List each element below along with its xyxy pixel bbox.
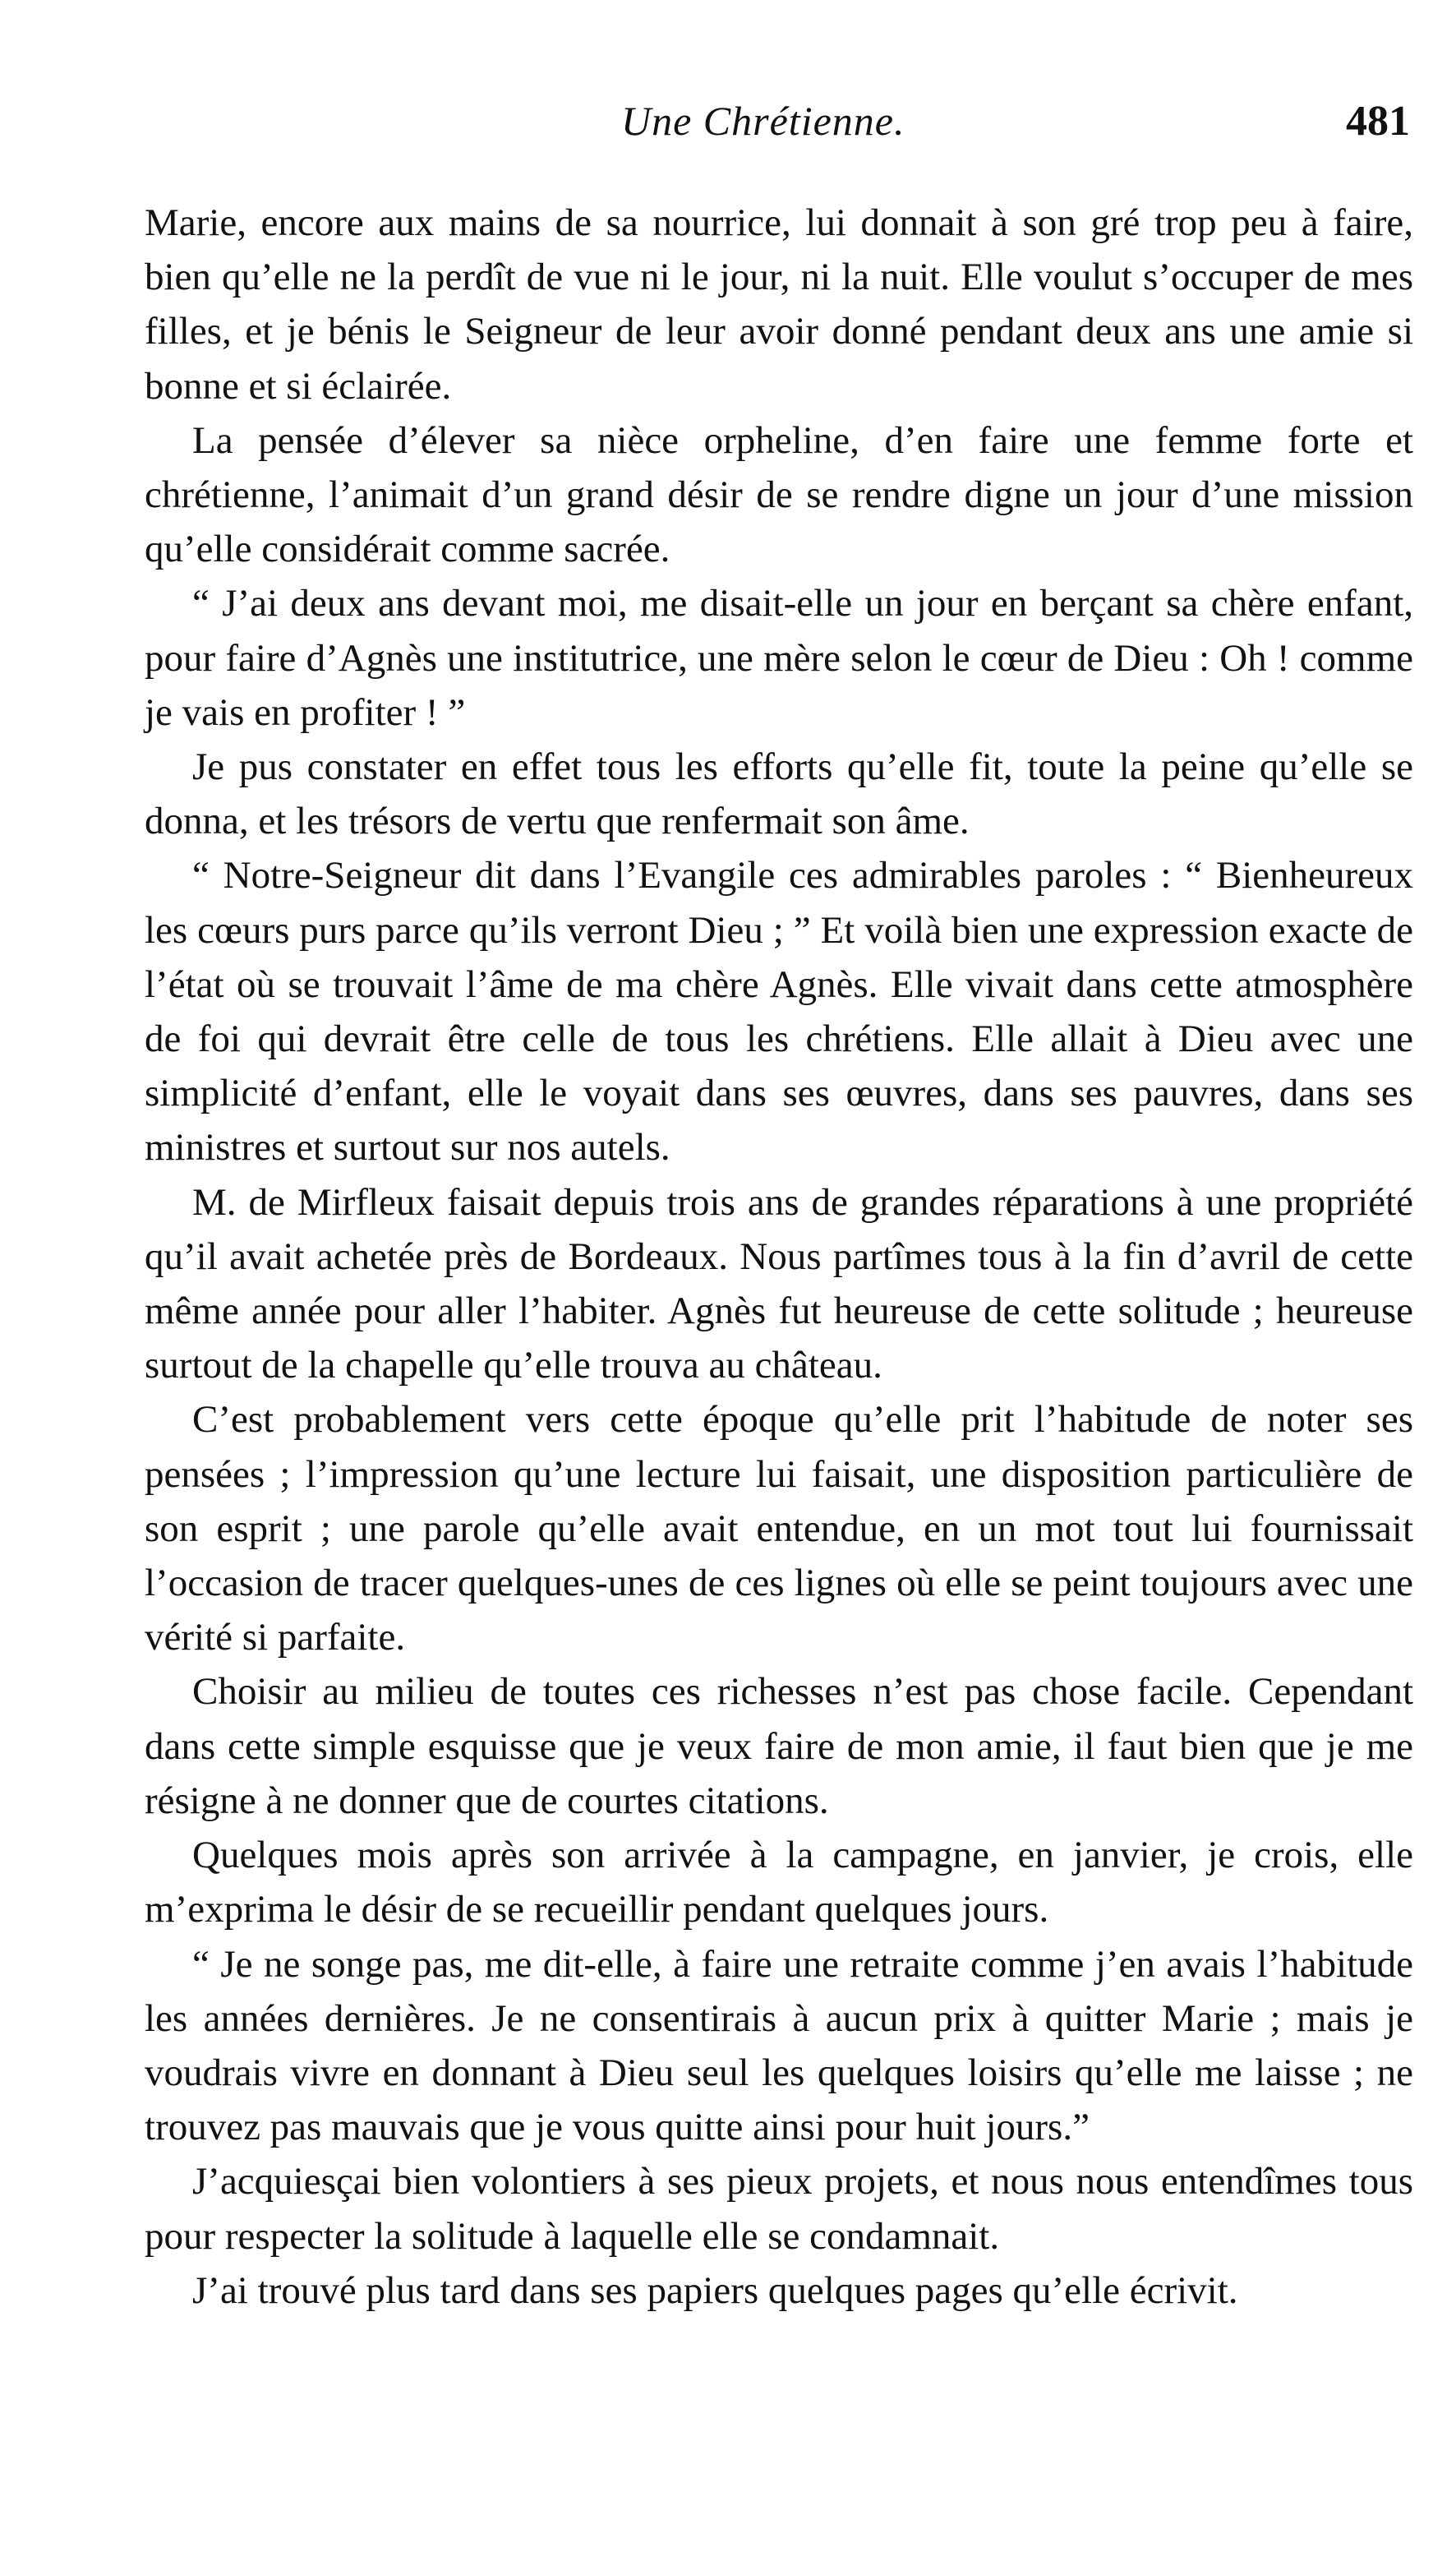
running-title: Une Chrétienne. xyxy=(621,98,905,144)
paragraph: La pensée d’élever sa nièce orpheline, d’en faire une femme forte et chrétienne, l’animait d’un grand désir de se rendre digne un jour d’une mission qu’elle considérait comme sacrée. xyxy=(145,418,1413,571)
paragraph: Quelques mois après son arrivée à la campagne, en janvier, je crois, elle m’exprima le désir de se recueillir pendant quelques jours. xyxy=(145,1834,1413,1931)
page-number: 481 xyxy=(1346,98,1410,145)
paragraph: “ J’ai deux ans devant moi, me disait-elle un jour en berçant sa chère enfant, pour faire d’Agnès une institutrice, une mère selon le cœur de Dieu : Oh ! comme je vais en profiter ! ” xyxy=(145,582,1413,734)
paragraph: C’est probablement vers cette époque qu’elle prit l’habitude de noter ses pensées ; l’impression qu’une lecture lui faisait, une disposition particulière de son esprit ; une parole qu’elle avait entendue, en un mot tout lui fournissait l’occasion de tracer quelques-unes de ces lignes où elle se peint toujours avec une vérité si parfaite. xyxy=(145,1398,1413,1659)
paragraph: Marie, encore aux mains de sa nourrice, lui donnait à son gré trop peu à faire, bien qu’elle ne la perdît de vue ni le jour, ni la nuit. Elle voulut s’occuper de mes filles, et je bénis le Seigneur de leur avoir donné pendant deux ans une amie si bonne et si éclairée. xyxy=(145,201,1413,408)
paragraph: J’acquiesçai bien volontiers à ses pieux projets, et nous nous entendîmes tous pour respecter la solitude à laquelle elle se condamnait. xyxy=(145,2160,1413,2258)
paragraph: J’ai trouvé plus tard dans ses papiers quelques pages qu’elle écrivit. xyxy=(192,2268,1238,2312)
paragraph: Choisir au milieu de toutes ces richesses n’est pas chose facile. Cependant dans cette simple esquisse que je veux faire de mon amie, il faut bien que je me résigne à ne donner que de courtes citations. xyxy=(145,1670,1413,1822)
paragraph: “ Je ne songe pas, me dit-elle, à faire une retraite comme j’en avais l’habitude les années dernières. Je ne consentirais à aucun prix à quitter Marie ; mais je voudrais vivre en donnant à Dieu seul les quelques loisirs qu’elle me laisse ; ne trouvez pas mauvais que je vous quitte ainsi pour huit jours.” xyxy=(145,1942,1413,2149)
body-text xyxy=(145,196,1413,2318)
paragraph: M. de Mirfleux faisait depuis trois ans de grandes réparations à une propriété qu’il avait achetée près de Bordeaux. Nous partîmes tous à la fin d’avril de cette même année pour aller l’habiter. Agnès fut heureuse de cette solitude ; heureuse surtout de la chapelle qu’elle trouva au château. xyxy=(145,1180,1413,1387)
page-header xyxy=(145,97,1426,155)
paragraph: Je pus constater en effet tous les efforts qu’elle fit, toute la peine qu’elle se donna, et les trésors de vertu que renfermait son âme. xyxy=(145,745,1413,843)
paragraph: “ Notre-Seigneur dit dans l’Evangile ces admirables paroles : “ Bienheureux les cœurs purs parce qu’ils verront Dieu ; ” Et voilà bien une expression exacte de l’état où se trouvait l’âme de ma chère Agnès. Elle vivait dans cette atmosphère de foi qui devrait être celle de tous les chrétiens. Elle allait à Dieu avec une simplicité d’enfant, elle le voyait dans ses œuvres, dans ses pauvres, dans ses ministres et surtout sur nos autels. xyxy=(145,854,1413,1170)
